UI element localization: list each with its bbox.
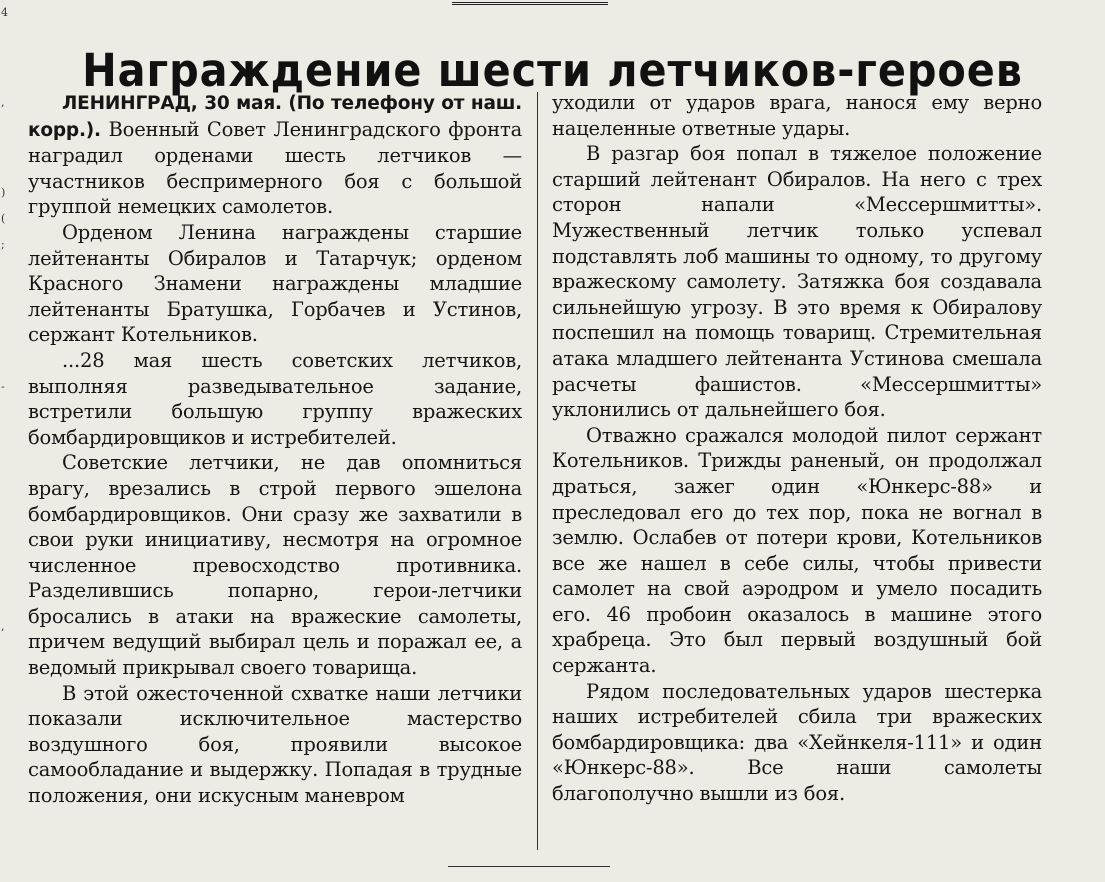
dateline: ЛЕНИНГРАД, 30 мая. (По телефону от наш. корр.). [28, 93, 522, 141]
edge-glyph: , [1, 96, 5, 109]
edge-glyph: , [1, 620, 5, 633]
paragraph: Рядом последовательных ударов шестерка наших истребителей сбила три вражеских бомбардировщика: два «Хейнкеля-111» и один «Юнкерс-88». Все наши самолеты благополучно вышли из боя. [552, 679, 1042, 806]
edge-glyph: ; [1, 238, 5, 251]
paragraph: В этой ожесточенной схватке наши летчики показали исключительное мастерство воздушного боя, проявили высокое самообладание и выдержку. Попадая в трудные положения, они искусным маневром [28, 681, 522, 808]
edge-glyph: 4 [1, 6, 8, 19]
right-column [552, 90, 1042, 807]
paragraph: Орденом Ленина награждены старшие лейтенанты Обиралов и Татарчук; орденом Красного Знамени награждены младшие лейтенанты Братушка, Горбачев и Устинов, сержант Котельников. [28, 220, 522, 347]
left-column [28, 90, 522, 809]
paragraph: ...28 мая шесть советских летчиков, выполняя разведывательное задание, встретили большую группу вражеских бомбардировщиков и истребителей. [28, 348, 522, 449]
paragraph: В разгар боя попал в тяжелое положение старший лейтенант Обиралов. На него с трех сторон напали «Мессершмитты». Мужественный летчик только успевал подставлять лоб машины то одному, то другому вражескому самолету. Затяжка боя создавала сильнейшую угрозу. В это время к Обиралову поспешил на помощь товарищ. Стремительная атака младшего лейтенанта Устинова смешала расчеты фашистов. «Мессершмитты» уклонились от дальнейшего боя. [552, 142, 1042, 422]
paragraph-lead [28, 90, 522, 220]
paragraph: Отважно сражался молодой пилот сержант Котельников. Трижды раненый, он продолжал драться, зажег один «Юнкерс-88» и преследовал его до тех пор, пока не вогнал в землю. Ослабев от потери крови, Котельников все же нашел в себе силы, чтобы привести самолет на свой аэродром и умело посадить его. 46 пробоин оказалось в машине этого храбреца. Это был первый воздушный бой сержанта. [552, 423, 1042, 678]
top-rule [452, 2, 608, 5]
edge-glyph: ( [1, 212, 6, 225]
paragraph-text: Военный Совет Ленинградского фронта наградил орденами шесть летчиков — участников беспримерного боя с большой группой немецких самолетов. [28, 117, 522, 219]
column-divider [537, 92, 538, 850]
left-edge-fragment [0, 0, 12, 882]
paragraph: Советские летчики, не дав опомниться врагу, врезались в строй первого эшелона бомбардировщиков. Они сразу же захватили в свои руки инициативу, несмотря на огромное численное превосходство противника. Разделившись попарно, герои-летчики бросались в атаки на вражеские самолеты, причем ведущий выбирал цель и поражал ее, а ведомый прикрывал своего товарища. [28, 451, 522, 680]
article-headline: Награждение шести летчиков-героев [82, 44, 1023, 98]
paragraph-continued: уходили от ударов врага, нанося ему верно нацеленные ответные удары. [552, 91, 1042, 140]
edge-glyph: ) [1, 186, 6, 199]
edge-glyph: - [1, 380, 5, 393]
bottom-rule [448, 866, 610, 867]
